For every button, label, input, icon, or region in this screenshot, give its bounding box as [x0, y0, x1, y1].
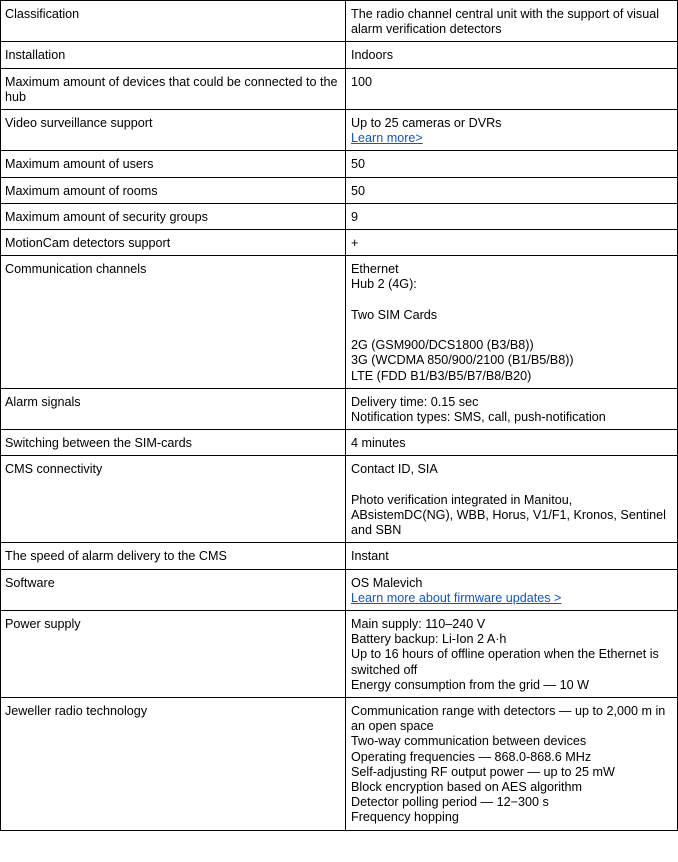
- spec-label: Power supply: [1, 611, 346, 698]
- spec-label: Switching between the SIM-cards: [1, 430, 346, 456]
- spec-value: [346, 177, 678, 203]
- spec-value-line: 50: [351, 157, 366, 172]
- spec-value-line: Communication range with detectors — up to 2,000 m in an open space: [351, 704, 666, 734]
- spec-value: [346, 42, 678, 68]
- spec-value: [346, 68, 678, 109]
- spec-row: [1, 203, 678, 229]
- spec-value: [346, 388, 678, 429]
- blank-line: [351, 293, 672, 308]
- spec-value: [346, 456, 678, 543]
- spec-value: [346, 1, 678, 42]
- spec-row: [1, 42, 678, 68]
- specifications-table-body: [1, 1, 678, 831]
- spec-value-line: 50: [351, 183, 366, 198]
- spec-value-line: Up to 25 cameras or DVRs: [351, 116, 502, 131]
- spec-value-line: +: [351, 236, 359, 251]
- spec-value-line: LTE (FDD B1/B3/B5/B7/B8/B20): [351, 368, 532, 383]
- spec-value-line: Hub 2 (4G):: [351, 277, 417, 292]
- spec-row: [1, 543, 678, 569]
- spec-row: [1, 1, 678, 42]
- spec-row: [1, 68, 678, 109]
- spec-value-line: 3G (WCDMA 850/900/2100 (B1/B5/B8)): [351, 353, 574, 368]
- spec-value: [346, 230, 678, 256]
- spec-label: Alarm signals: [1, 388, 346, 429]
- spec-value-line: Battery backup: Li-Ion 2 A·h: [351, 632, 507, 647]
- spec-value: [346, 256, 678, 389]
- spec-row: [1, 230, 678, 256]
- spec-value-line: Block encryption based on AES algorithm: [351, 780, 583, 795]
- blank-line: [351, 323, 672, 338]
- spec-value-line: Frequency hopping: [351, 810, 459, 825]
- spec-label: Installation: [1, 42, 346, 68]
- spec-value-line: Ethernet: [351, 262, 399, 277]
- spec-label: Jeweller radio technology: [1, 698, 346, 831]
- learn-more-link[interactable]: Learn more>: [351, 131, 423, 146]
- spec-row: [1, 110, 678, 151]
- spec-value-line: Instant: [351, 549, 389, 564]
- spec-value-line: Contact ID, SIA: [351, 462, 438, 477]
- spec-value-line: OS Malevich: [351, 575, 423, 590]
- spec-row: [1, 569, 678, 610]
- spec-value-line: Self-adjusting RF output power — up to 25 mW: [351, 764, 615, 779]
- spec-label: Maximum amount of devices that could be connected to the hub: [1, 68, 346, 109]
- spec-label: Software: [1, 569, 346, 610]
- spec-row: [1, 256, 678, 389]
- learn-more-link[interactable]: Learn more about firmware updates >: [351, 590, 562, 605]
- spec-row: [1, 611, 678, 698]
- spec-label: Maximum amount of security groups: [1, 203, 346, 229]
- spec-label: CMS connectivity: [1, 456, 346, 543]
- spec-value-line: 4 minutes: [351, 436, 406, 451]
- spec-row: [1, 177, 678, 203]
- spec-value: [346, 698, 678, 831]
- spec-label: MotionCam detectors support: [1, 230, 346, 256]
- spec-label: Classification: [1, 1, 346, 42]
- spec-row: [1, 456, 678, 543]
- spec-value: [346, 543, 678, 569]
- spec-label: Communication channels: [1, 256, 346, 389]
- spec-value-line: Main supply: 110–240 V: [351, 617, 486, 632]
- spec-value-line: Operating frequencies — 868.0-868.6 MHz: [351, 749, 592, 764]
- spec-value-line: The radio channel central unit with the support of visual alarm verification detectors: [351, 7, 660, 37]
- spec-value-line: Indoors: [351, 48, 394, 63]
- spec-value: [346, 110, 678, 151]
- spec-value-line: Up to 16 hours of offline operation when the Ethernet is switched off: [351, 647, 659, 677]
- spec-row: [1, 151, 678, 177]
- spec-row: [1, 698, 678, 831]
- spec-value-line: Energy consumption from the grid — 10 W: [351, 677, 589, 692]
- spec-row: [1, 388, 678, 429]
- spec-value-line: Photo verification integrated in Manitou, ABsistemDC(NG), WBB, Horus, V1/F1, Kronos, Sentinel and SBN: [351, 492, 666, 538]
- spec-label: The speed of alarm delivery to the CMS: [1, 543, 346, 569]
- spec-row: [1, 430, 678, 456]
- spec-value-line: Two SIM Cards: [351, 307, 438, 322]
- spec-value-line: Delivery time: 0.15 sec: [351, 394, 479, 409]
- spec-value-line: 9: [351, 209, 359, 224]
- spec-value-line: 100: [351, 74, 373, 89]
- spec-value: [346, 430, 678, 456]
- spec-value: [346, 569, 678, 610]
- blank-line: [351, 478, 672, 493]
- spec-value-line: Two-way communication between devices: [351, 734, 587, 749]
- spec-label: Maximum amount of users: [1, 151, 346, 177]
- spec-value-line: 2G (GSM900/DCS1800 (B3/B8)): [351, 338, 534, 353]
- spec-value: [346, 151, 678, 177]
- spec-value: [346, 611, 678, 698]
- spec-value-line: Notification types: SMS, call, push-notification: [351, 410, 606, 425]
- spec-label: Video surveillance support: [1, 110, 346, 151]
- spec-label: Maximum amount of rooms: [1, 177, 346, 203]
- spec-value-line: Detector polling period — 12−300 s: [351, 795, 549, 810]
- spec-value: [346, 203, 678, 229]
